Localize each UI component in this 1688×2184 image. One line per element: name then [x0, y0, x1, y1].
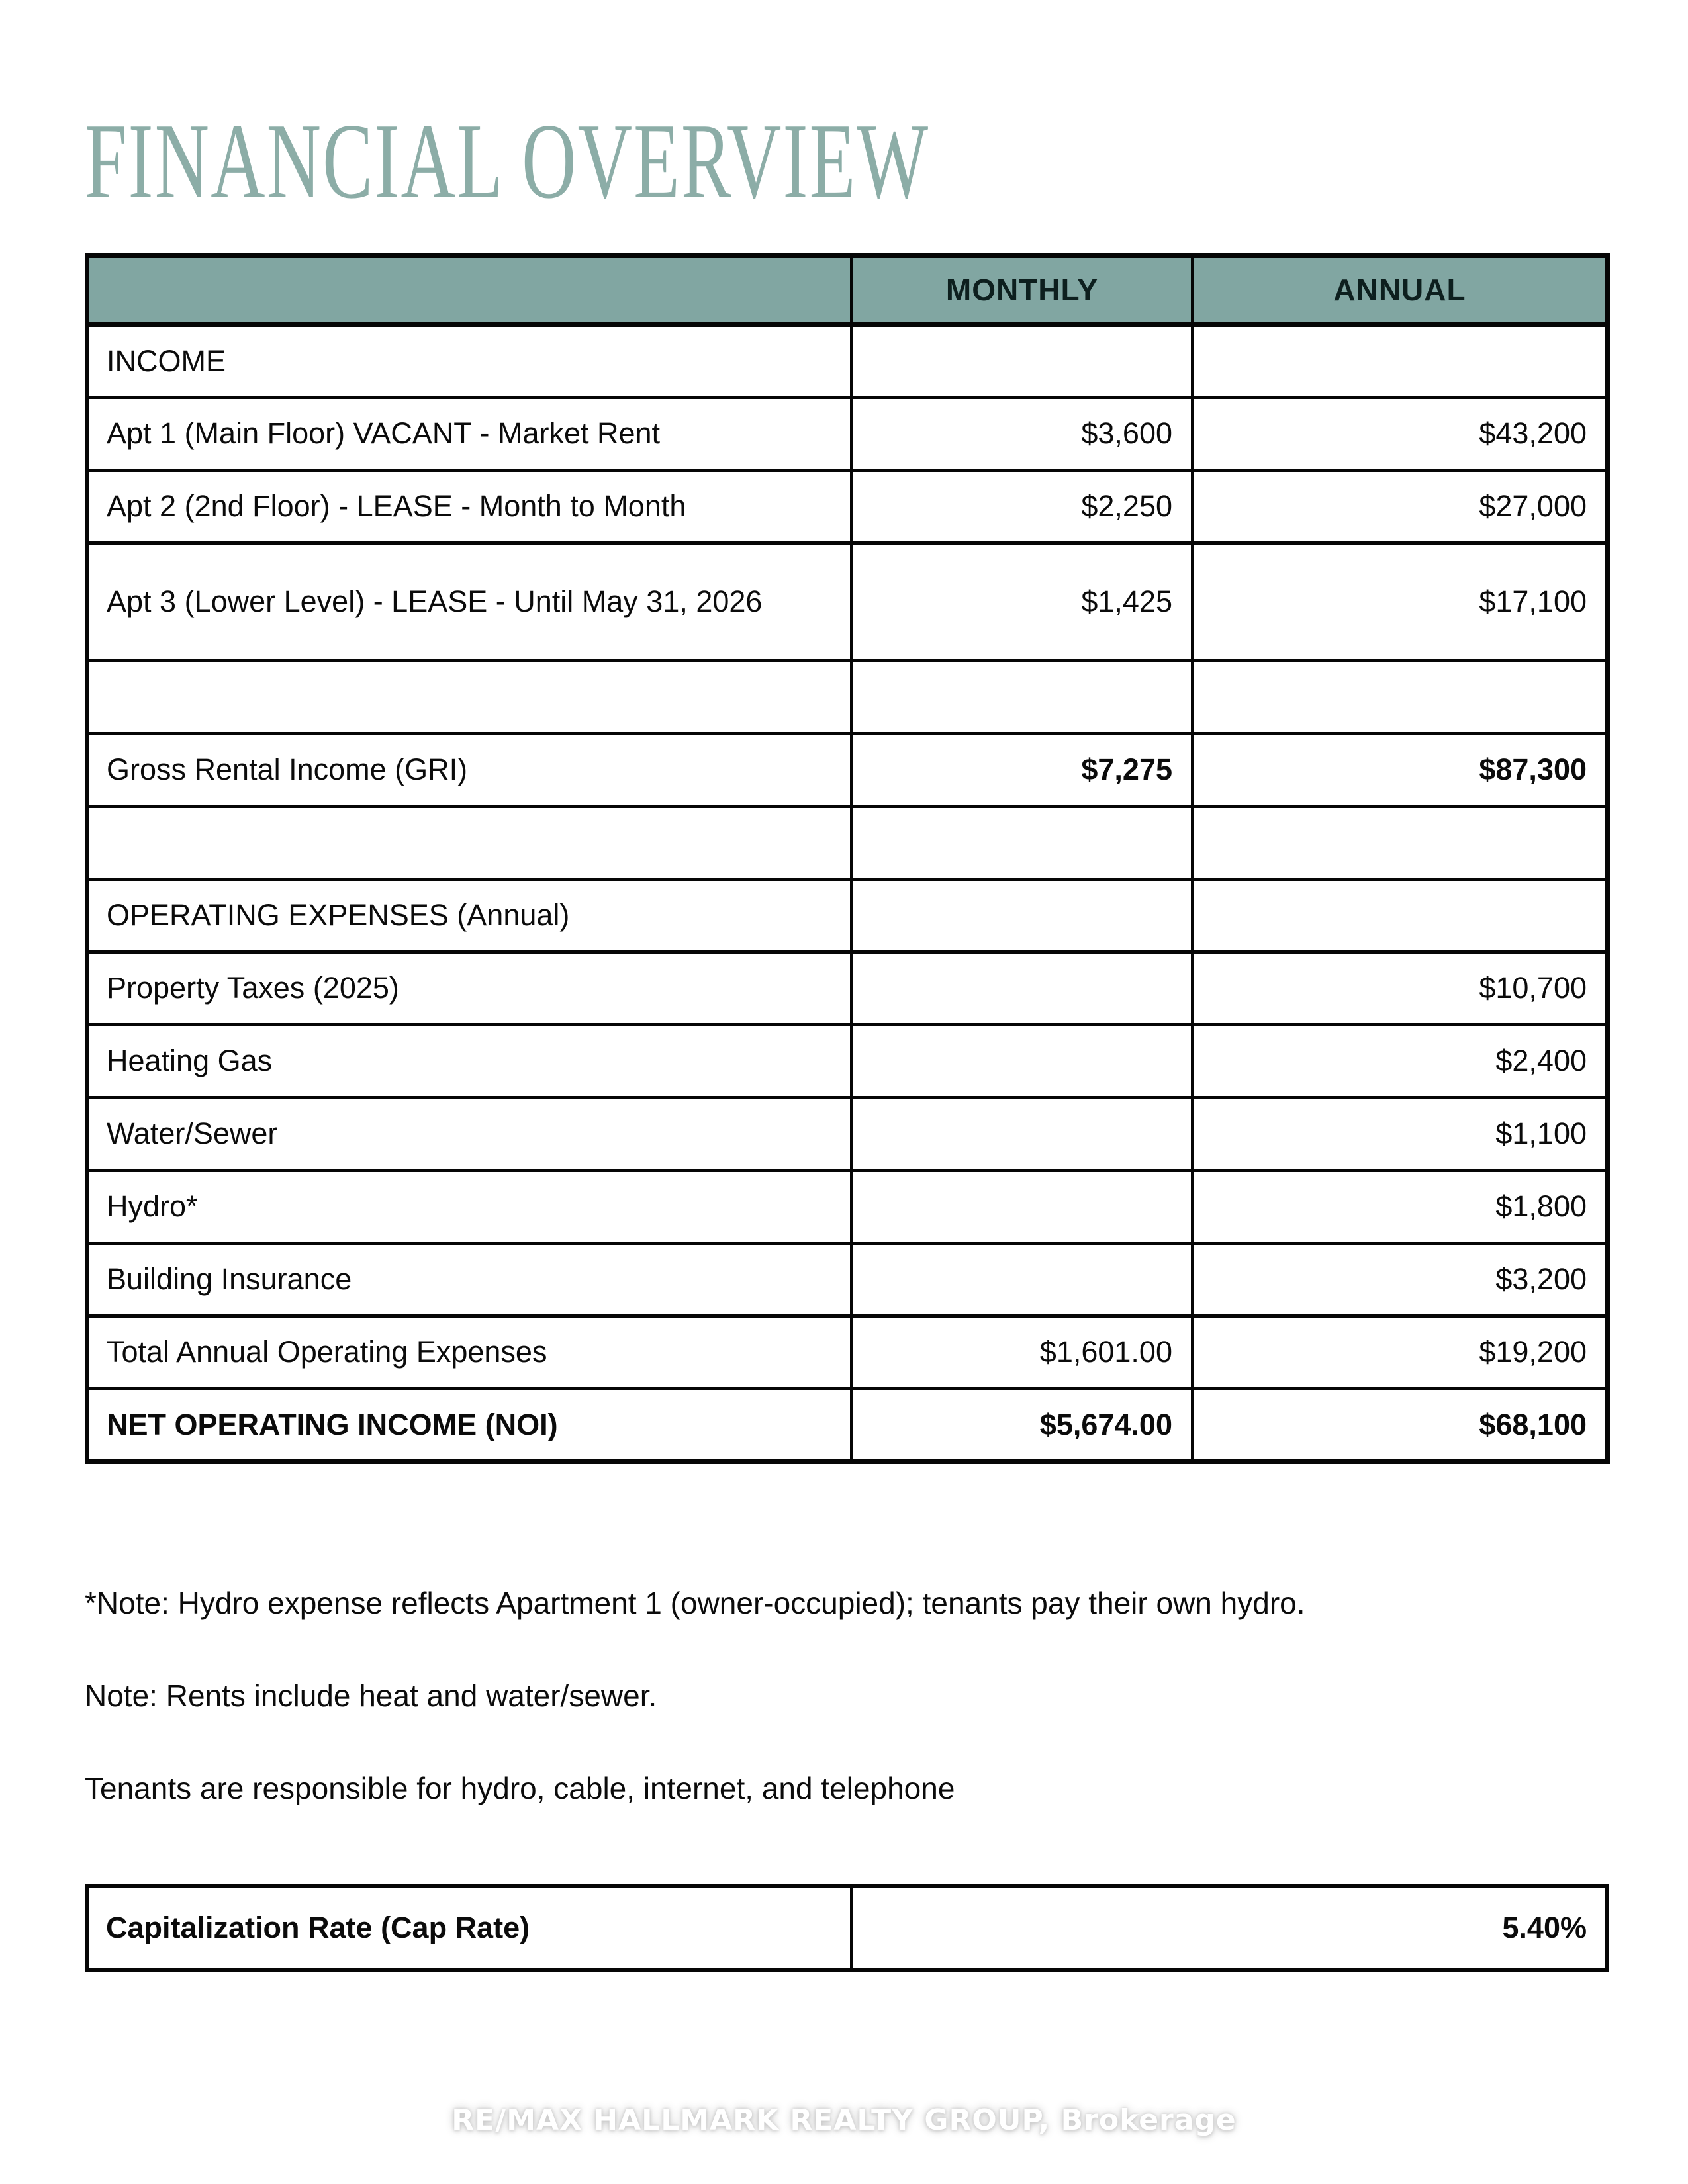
- cell-label: INCOME: [87, 325, 852, 398]
- cell-annual: $27,000: [1193, 471, 1608, 543]
- page-title-text: FINANCIAL OVERVIEW: [85, 102, 930, 221]
- cap-rate-row: [87, 1886, 1607, 1970]
- header-blank-cell: [87, 256, 852, 325]
- cell-monthly: [852, 661, 1193, 734]
- table-row: [87, 734, 1608, 807]
- table-row: [87, 543, 1608, 661]
- cell-monthly: $2,250: [852, 471, 1193, 543]
- cap-rate-value: 5.40%: [851, 1886, 1607, 1970]
- table-row: [87, 952, 1608, 1025]
- table-row: [87, 325, 1608, 398]
- cell-monthly: [852, 807, 1193, 880]
- header-monthly: MONTHLY: [852, 256, 1193, 325]
- cell-annual: $1,800: [1193, 1171, 1608, 1244]
- note-tenants: Tenants are responsible for hydro, cable, internet, and telephone: [85, 1771, 955, 1806]
- cell-annual: $3,200: [1193, 1244, 1608, 1316]
- cell-annual: [1193, 661, 1608, 734]
- cell-label: OPERATING EXPENSES (Annual): [87, 880, 852, 952]
- cell-monthly: $7,275: [852, 734, 1193, 807]
- cell-monthly: [852, 1171, 1193, 1244]
- cell-label: Gross Rental Income (GRI): [87, 734, 852, 807]
- table-row: [87, 398, 1608, 471]
- cell-label: Heating Gas: [87, 1025, 852, 1098]
- table-row: [87, 1025, 1608, 1098]
- cell-monthly: [852, 1025, 1193, 1098]
- brokerage-footer: RE/MAX HALLMARK REALTY GROUP, Brokerage: [451, 2103, 1237, 2137]
- table-header-row: [87, 256, 1608, 325]
- financial-table-body: [87, 325, 1608, 1462]
- financial-overview-table: [85, 253, 1610, 1464]
- table-row: [87, 1098, 1608, 1171]
- table-row: [87, 1389, 1608, 1462]
- cell-label: Building Insurance: [87, 1244, 852, 1316]
- cell-label: [87, 661, 852, 734]
- cell-label: Apt 2 (2nd Floor) - LEASE - Month to Month: [87, 471, 852, 543]
- note-hydro: *Note: Hydro expense reflects Apartment 1 (owner-occupied); tenants pay their own hydro.: [85, 1586, 1305, 1620]
- table-row: [87, 1171, 1608, 1244]
- cell-annual: $2,400: [1193, 1025, 1608, 1098]
- cell-label: Apt 3 (Lower Level) - LEASE - Until May 31, 2026: [87, 543, 852, 661]
- cell-label: Property Taxes (2025): [87, 952, 852, 1025]
- table-row: [87, 661, 1608, 734]
- cell-annual: [1193, 880, 1608, 952]
- cell-annual: $17,100: [1193, 543, 1608, 661]
- cell-label: Hydro*: [87, 1171, 852, 1244]
- cell-monthly: [852, 1098, 1193, 1171]
- page-title: [85, 102, 1291, 221]
- cap-rate-table: [85, 1884, 1609, 1972]
- cell-monthly: $5,674.00: [852, 1389, 1193, 1462]
- cell-label: Water/Sewer: [87, 1098, 852, 1171]
- header-annual: ANNUAL: [1193, 256, 1608, 325]
- cell-monthly: [852, 325, 1193, 398]
- table-row: [87, 1316, 1608, 1389]
- table-row: [87, 1244, 1608, 1316]
- table-row: [87, 807, 1608, 880]
- cell-annual: [1193, 807, 1608, 880]
- cell-monthly: $1,601.00: [852, 1316, 1193, 1389]
- table-row: [87, 880, 1608, 952]
- cell-monthly: $1,425: [852, 543, 1193, 661]
- note-rents: Note: Rents include heat and water/sewer.: [85, 1678, 657, 1713]
- cell-monthly: $3,600: [852, 398, 1193, 471]
- cell-annual: $10,700: [1193, 952, 1608, 1025]
- cell-annual: $43,200: [1193, 398, 1608, 471]
- cell-label: Apt 1 (Main Floor) VACANT - Market Rent: [87, 398, 852, 471]
- cell-monthly: [852, 952, 1193, 1025]
- cell-annual: [1193, 325, 1608, 398]
- cell-annual: $68,100: [1193, 1389, 1608, 1462]
- cell-monthly: [852, 1244, 1193, 1316]
- cell-label: NET OPERATING INCOME (NOI): [87, 1389, 852, 1462]
- cell-monthly: [852, 880, 1193, 952]
- cell-annual: $87,300: [1193, 734, 1608, 807]
- notes-block: [85, 1585, 1607, 1864]
- cell-label: Total Annual Operating Expenses: [87, 1316, 852, 1389]
- cell-annual: $1,100: [1193, 1098, 1608, 1171]
- cap-rate-label: Capitalization Rate (Cap Rate): [87, 1886, 851, 1970]
- cell-label: [87, 807, 852, 880]
- cell-annual: $19,200: [1193, 1316, 1608, 1389]
- table-row: [87, 471, 1608, 543]
